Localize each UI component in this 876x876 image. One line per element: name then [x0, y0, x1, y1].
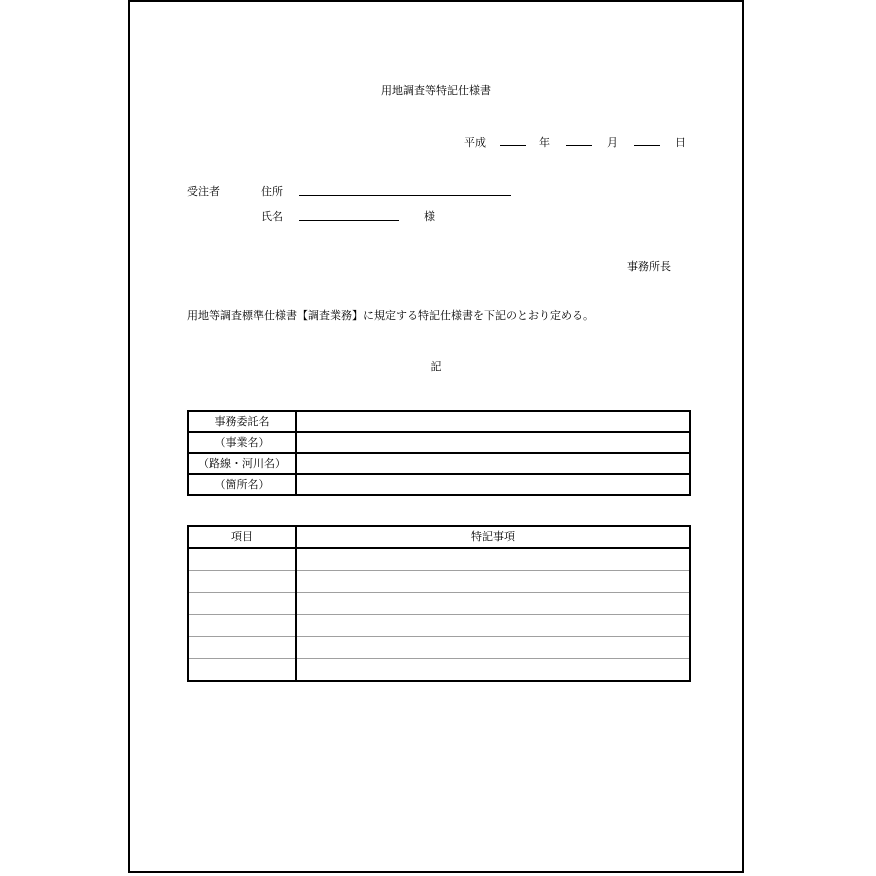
date-day-blank[interactable] [634, 135, 660, 146]
contractor-label: 受注者 [187, 185, 220, 198]
notes-cell[interactable] [296, 615, 690, 637]
item-cell[interactable] [188, 571, 296, 593]
date-month-blank[interactable] [566, 135, 592, 146]
column-header-notes: 特記事項 [296, 526, 690, 548]
date-day-label: 日 [675, 136, 686, 149]
issuer-title: 事務所長 [627, 260, 671, 273]
column-header-item: 項目 [188, 526, 296, 548]
item-cell[interactable] [188, 593, 296, 615]
item-cell[interactable] [188, 548, 296, 571]
date-era: 平成 [464, 136, 486, 149]
table-row [188, 411, 690, 432]
info-value[interactable] [296, 453, 690, 474]
info-table [187, 410, 691, 496]
table-row [188, 432, 690, 453]
item-cell[interactable] [188, 637, 296, 659]
table-row [188, 571, 690, 593]
info-value[interactable] [296, 474, 690, 495]
table-header-row [188, 526, 690, 548]
table-row [188, 474, 690, 495]
notes-cell[interactable] [296, 659, 690, 682]
notes-cell[interactable] [296, 548, 690, 571]
item-cell[interactable] [188, 615, 296, 637]
body-text: 用地等調査標準仕様書【調査業務】に規定する特記仕様書を下記のとおり定める。 [187, 309, 594, 322]
address-label: 住所 [261, 185, 283, 198]
table-row [188, 593, 690, 615]
ki-heading: 記 [430, 360, 442, 373]
info-value[interactable] [296, 432, 690, 453]
info-label: 事務委託名 [188, 411, 296, 432]
honorific: 様 [424, 210, 435, 223]
table-row [188, 637, 690, 659]
date-year-blank[interactable] [500, 135, 526, 146]
items-table [187, 525, 691, 682]
table-row [188, 659, 690, 682]
table-row [188, 615, 690, 637]
notes-cell[interactable] [296, 637, 690, 659]
info-label: （箇所名） [188, 474, 296, 495]
item-cell[interactable] [188, 659, 296, 682]
document-title: 用地調査等特記仕様書 [381, 84, 491, 97]
notes-cell[interactable] [296, 593, 690, 615]
document-page [128, 0, 744, 873]
date-year-label: 年 [539, 136, 550, 149]
info-value[interactable] [296, 411, 690, 432]
date-line [464, 135, 686, 150]
table-row [188, 548, 690, 571]
notes-cell[interactable] [296, 571, 690, 593]
info-label: （事業名） [188, 432, 296, 453]
info-label: （路線・河川名） [188, 453, 296, 474]
table-row [188, 453, 690, 474]
name-field[interactable] [299, 220, 399, 221]
name-label: 氏名 [261, 210, 283, 223]
address-field[interactable] [299, 195, 511, 196]
date-month-label: 月 [607, 136, 618, 149]
